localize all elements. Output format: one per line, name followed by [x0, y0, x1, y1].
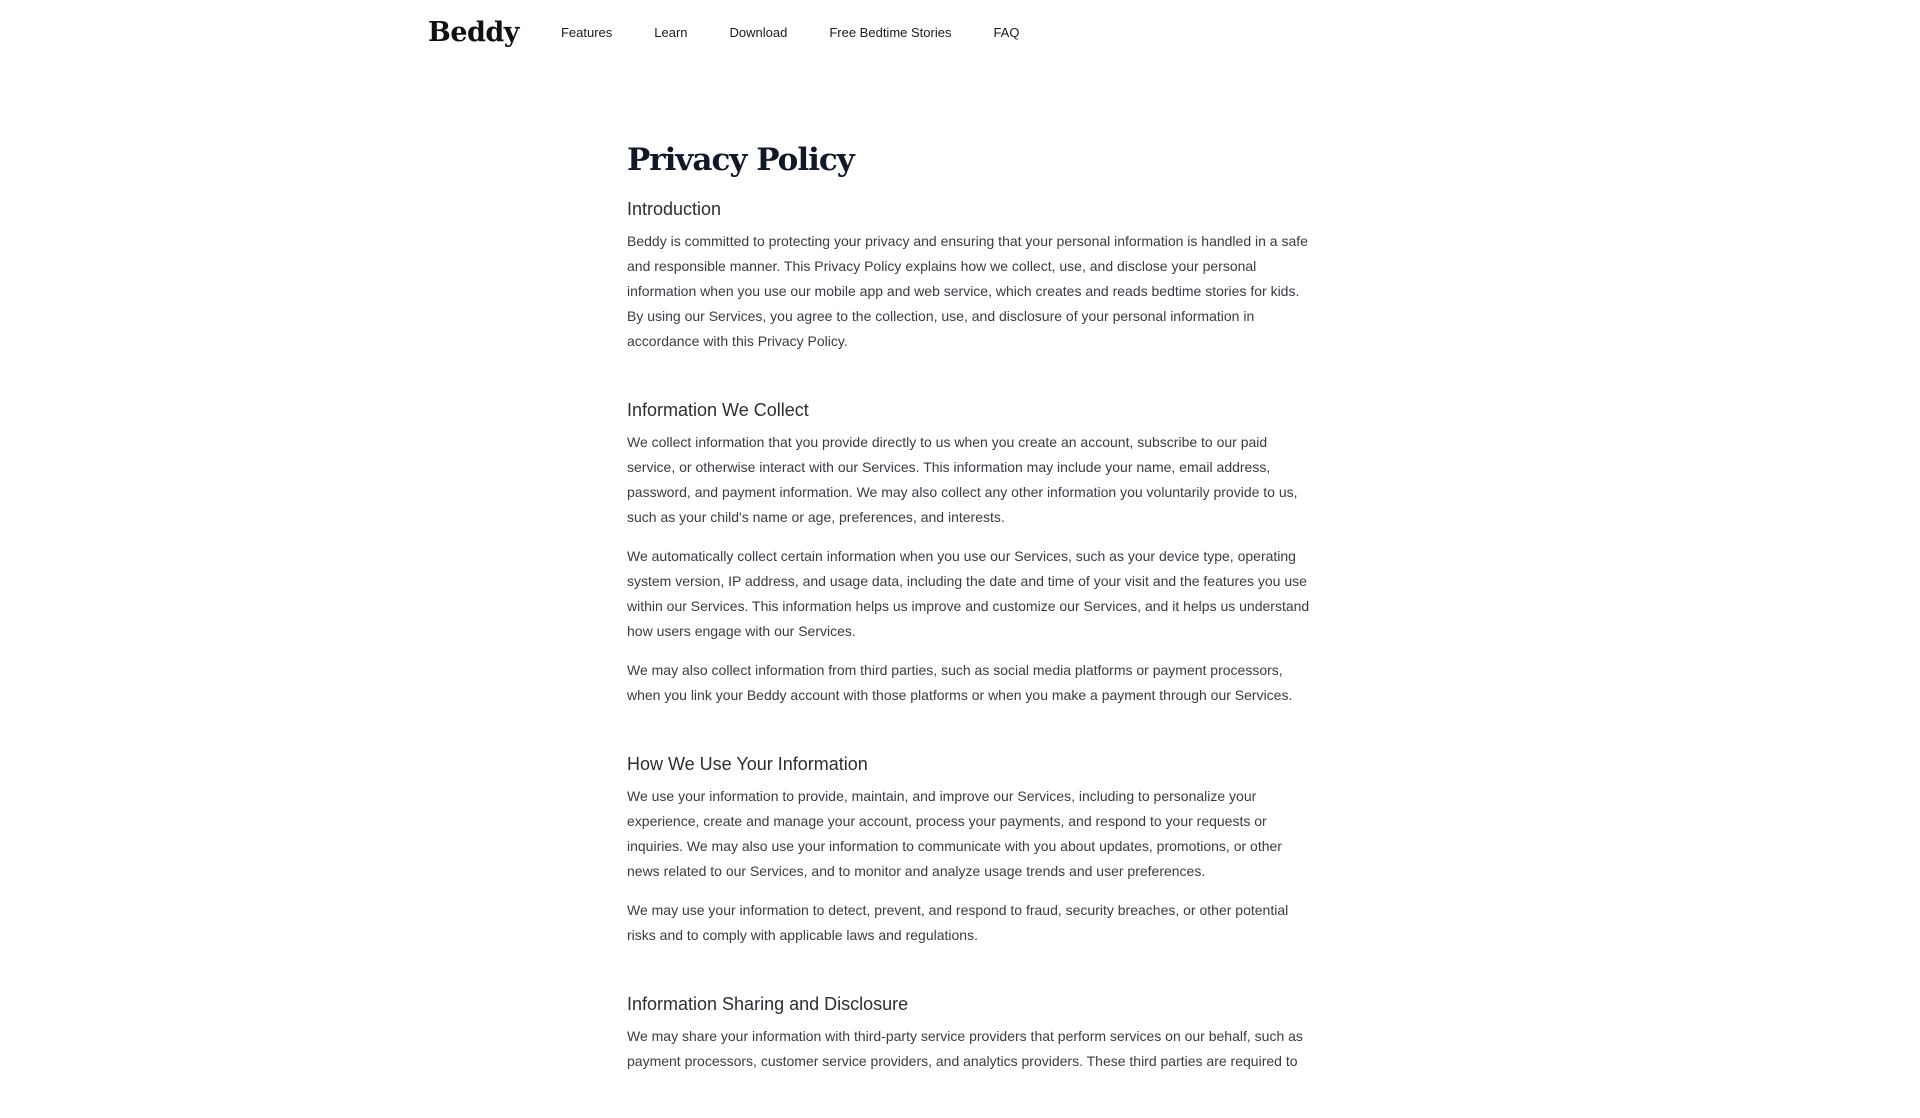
section-paragraph: We use your information to provide, maintain, and improve our Services, including to personalize your experience, create and manage your account, process your payments, and respond to your requests or inquiries. We may also use your information to communicate with you about updates, promotions, or other news related to our Services, and to monitor and analyze usage trends and user preferences.: [627, 788, 1282, 879]
section-paragraph: Beddy is committed to protecting your privacy and ensuring that your personal information is handled in a safe and responsible manner. This Privacy Policy explains how we collect, use, and disclose your personal information when you use our mobile app and web service, which creates and reads bedtime stories for kids. By using our Services, you agree to the collection, use, and disclosure of your personal information in accordance with this Privacy Policy.: [627, 233, 1308, 349]
page-title: Privacy Policy: [627, 142, 854, 178]
section-introduction: [627, 197, 1317, 354]
nav-link-learn[interactable]: Learn: [654, 24, 688, 40]
section-paragraph: We collect information that you provide directly to us when you create an account, subscribe to our paid service, or otherwise interact with our Services. This information may include your name, email address, password, and payment information. We may also collect any other information you voluntarily provide to us, such as your child's name or age, preferences, and interests.: [627, 434, 1298, 525]
nav-link-download[interactable]: Download: [729, 24, 788, 40]
logo[interactable]: Beddy: [428, 16, 519, 48]
section-heading: Information Sharing and Disclosure: [627, 994, 909, 1014]
section-heading: How We Use Your Information: [627, 754, 868, 774]
section-information-sharing-and-disclosure: [627, 992, 1317, 1074]
section-how-we-use-your-information: [627, 752, 1317, 948]
section-heading: Information We Collect: [627, 400, 809, 420]
nav-link-features[interactable]: Features: [560, 24, 613, 40]
section-information-we-collect: [627, 398, 1317, 708]
nav-link-faq[interactable]: FAQ: [993, 24, 1020, 40]
section-heading: Introduction: [627, 199, 722, 219]
section-paragraph: We automatically collect certain information when you use our Services, such as your device type, operating system version, IP address, and usage data, including the date and time of your visit and the features you use within our Services. This information helps us improve and customize our Services, and it helps us understand how users engage with our Services.: [627, 548, 1310, 639]
section-paragraph: We may share your information with third-party service providers that perform services on our behalf, such as payment processors, customer service providers, and analytics providers. These third parties are required to: [627, 1028, 1303, 1069]
section-paragraph: We may use your information to detect, prevent, and respond to fraud, security breaches, or other potential risks and to comply with applicable laws and regulations.: [627, 902, 1289, 943]
top-navigation: [428, 0, 1037, 64]
nav-link-free-bedtime-stories[interactable]: Free Bedtime Stories: [829, 24, 952, 40]
section-paragraph: We may also collect information from third parties, such as social media platforms or payment processors, when you link your Beddy account with those platforms or when you make a payment through our Services.: [627, 662, 1293, 703]
policy-content: [627, 140, 1317, 1118]
